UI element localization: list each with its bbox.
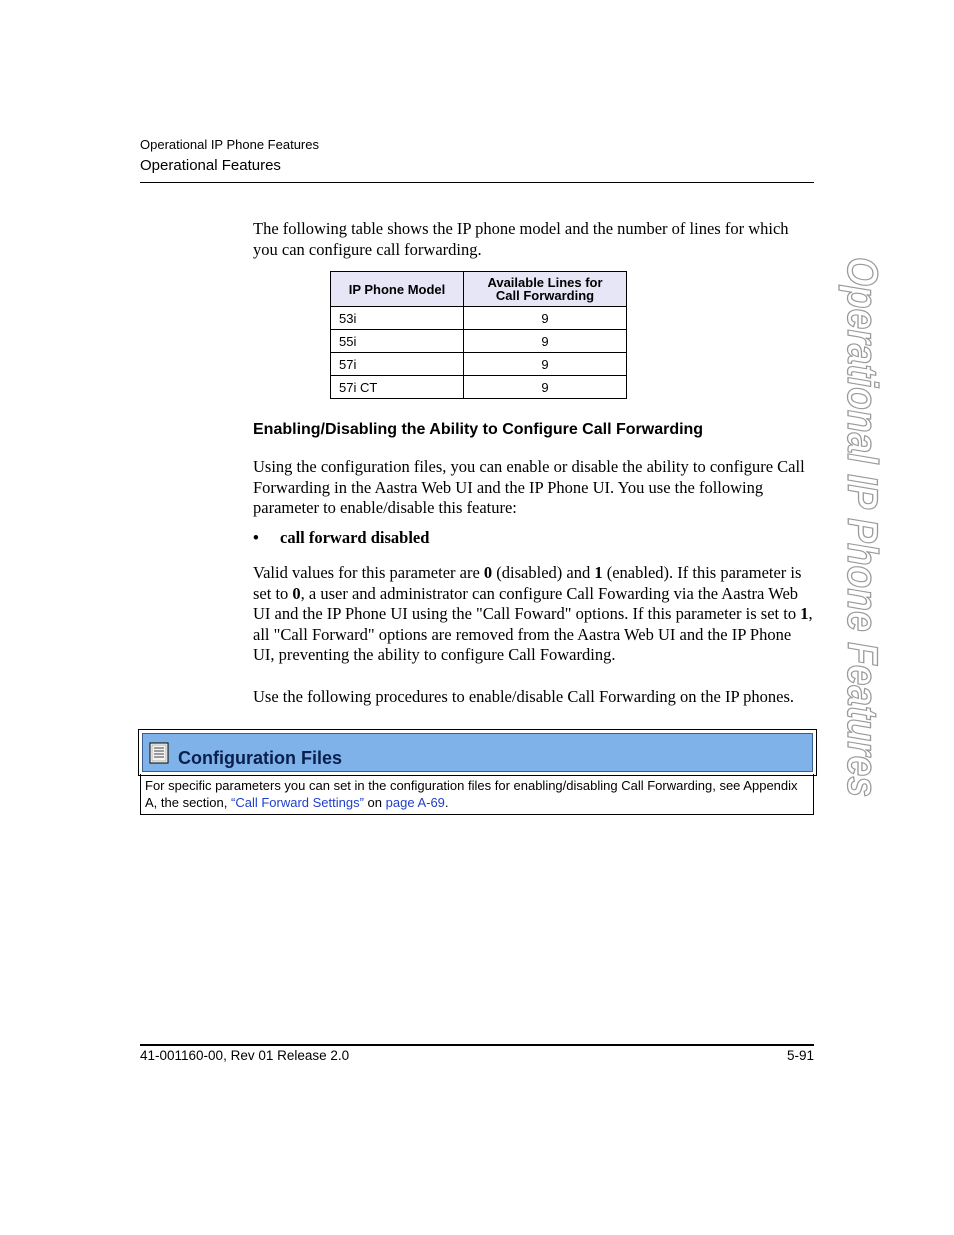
procedures-paragraph: Use the following procedures to enable/disable Call Forwarding on the IP phones. <box>253 687 795 706</box>
running-header-section: Operational Features <box>140 157 281 174</box>
config-box-header <box>138 729 817 776</box>
footer-page-number: 5-91 <box>786 1048 814 1063</box>
section-heading: Enabling/Disabling the Ability to Configure Call Forwarding <box>253 421 704 438</box>
config-box-title: Configuration Files <box>178 748 342 768</box>
table-header-row <box>331 272 627 307</box>
header-available-lines <box>464 272 627 307</box>
text-run: (enabled). If this parameter is set to <box>253 563 802 603</box>
parameter-name: call forward disabled <box>280 528 430 547</box>
cell-lines: 9 <box>464 353 627 376</box>
text-run: on <box>363 795 386 810</box>
document-icon <box>149 742 169 764</box>
running-header-chapter: Operational IP Phone Features <box>140 137 319 152</box>
phone-model-table <box>330 271 627 399</box>
text-run: For specific parameters you can set in the configuration files for enabling/disabling Call Forwarding, see Appendix A, the section, <box>145 778 798 810</box>
table-row <box>331 330 627 353</box>
configuration-files-box <box>138 729 817 817</box>
cell-lines: 9 <box>464 376 627 399</box>
footer-doc-id: 41-001160-00, Rev 01 Release 2.0 <box>140 1048 350 1063</box>
value-one: 1 <box>594 563 603 582</box>
page-a69-link[interactable]: page A-69 <box>385 795 445 810</box>
side-tab-text: Operational IP Phone Features <box>838 257 886 882</box>
header-available-lines-line2: Call Forwarding <box>495 288 595 303</box>
config-paragraph: Using the configuration files, you can enable or disable the ability to configure Call Forwarding in the Aastra Web UI and the IP Phone UI. You use the following parameter to enable/disable this feature: <box>253 457 805 517</box>
cell-lines: 9 <box>464 330 627 353</box>
bullet-dot: • <box>253 528 259 547</box>
value-zero: 0 <box>483 563 493 582</box>
header-available-lines-line1: Available Lines for <box>487 275 603 290</box>
cell-model: 57i <box>331 353 464 376</box>
call-forward-settings-link[interactable]: “Call Forward Settings” <box>231 795 364 810</box>
config-box-body <box>140 774 814 815</box>
side-tab-title <box>786 253 886 882</box>
text-run: , a user and administrator can configure Call Fowarding via the Aastra Web UI and the IP Phone UI using the "Call Foward" options. If this parameter is set to <box>253 583 801 623</box>
text-run: , all "Call Forward" options are removed from the Aastra Web UI and the IP Phone UI, preventing the ability to configure Call Fowarding. <box>253 604 813 664</box>
config-box-header-band <box>142 733 813 772</box>
table-row <box>331 353 627 376</box>
cell-model: 55i <box>331 330 464 353</box>
parameter-bullet <box>253 528 429 549</box>
text-run: Valid values for this parameter are <box>253 563 484 582</box>
cell-model: 53i <box>331 307 464 330</box>
header-ip-phone-model: IP Phone Model <box>331 272 464 307</box>
footer-divider <box>140 1044 814 1046</box>
value-zero: 0 <box>292 583 301 603</box>
text-run: . <box>444 795 449 810</box>
table-row <box>331 376 627 399</box>
valid-values-paragraph <box>253 563 815 666</box>
text-run: (disabled) and <box>492 563 595 582</box>
table-row <box>331 307 627 330</box>
header-divider <box>140 182 814 183</box>
cell-lines: 9 <box>464 307 627 330</box>
cell-model: 57i CT <box>331 376 464 399</box>
value-one: 1 <box>800 604 809 623</box>
intro-paragraph: The following table shows the IP phone model and the number of lines for which you can configure call forwarding. <box>253 219 789 259</box>
